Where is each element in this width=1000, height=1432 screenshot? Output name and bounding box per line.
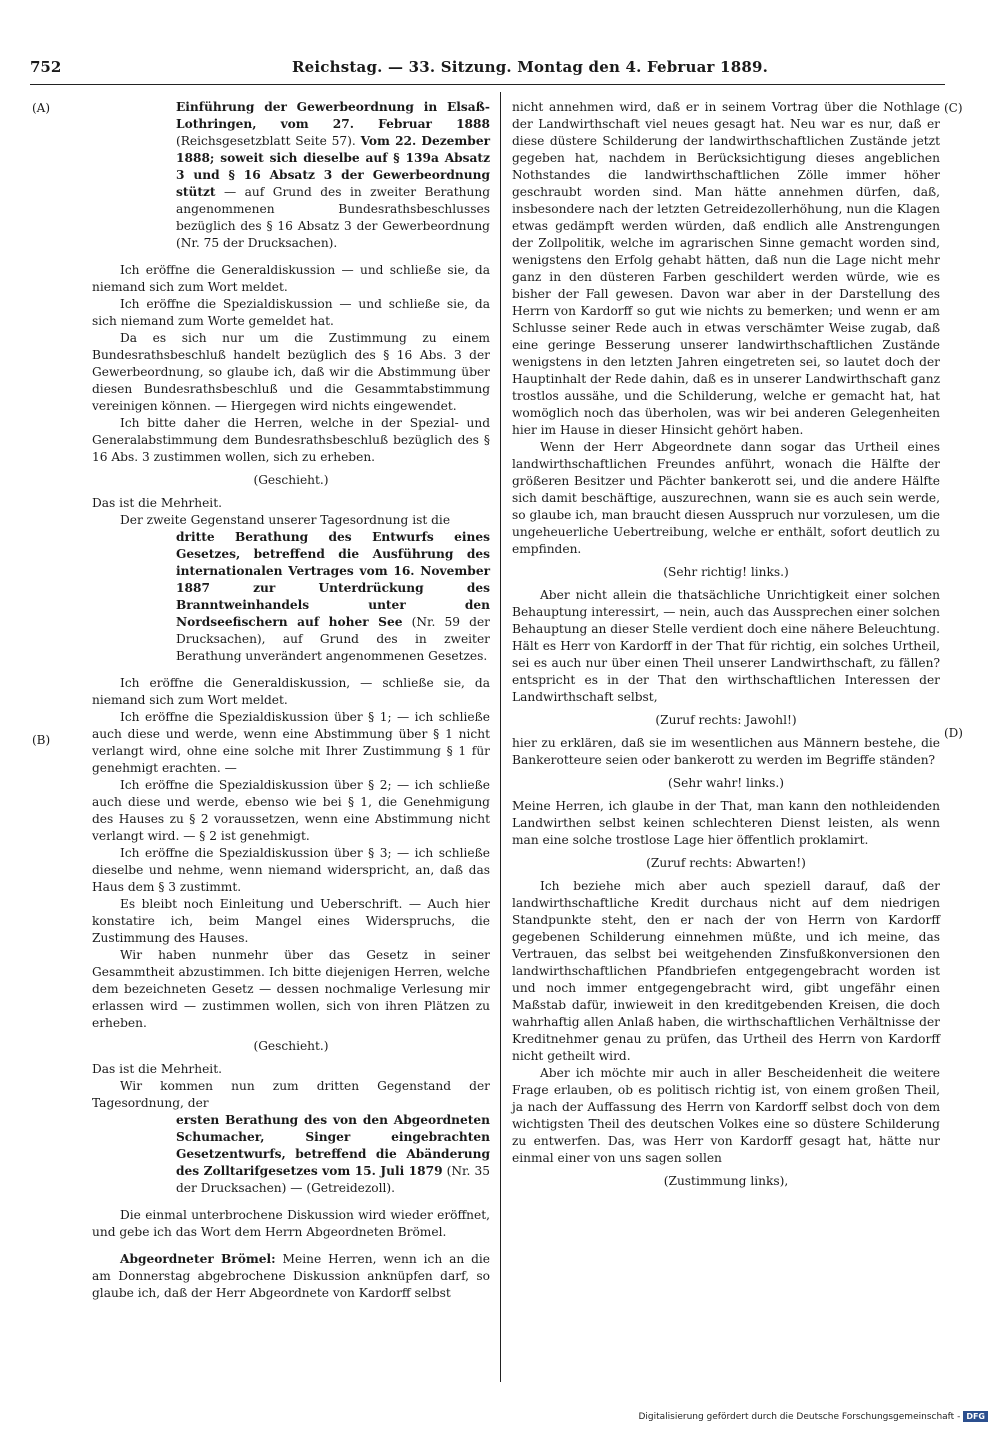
agenda-title-continued: Vom 22. Dezember 1888; soweit sich dieselbe auf § 139a Absatz 3 und § 16 Absatz 3 der Gewerbeordnung stützt xyxy=(176,134,490,199)
speech-text: Meine Herren, wenn ich an die am Donnerstag abgebrochene Diskussion anknüpfen darf, so glaube ich, daß der Herr Abgeordnete von Kardorff selbst xyxy=(92,1252,490,1300)
column-divider xyxy=(500,92,501,1382)
paragraph: Wir kommen nun zum dritten Gegenstand der Tagesordnung, der xyxy=(92,1079,490,1110)
margin-marker-c: (C) xyxy=(944,101,963,115)
agenda-heading xyxy=(92,529,490,665)
paragraph: Ich eröffne die Spezialdiskussion über § 3; — ich schließe dieselbe und nehme, wenn niemand widerspricht, an, daß das Haus dem § 3 zustimmt. xyxy=(92,846,490,894)
interjection: (Sehr richtig! links.) xyxy=(663,565,789,579)
interjection: (Zustimmung links), xyxy=(663,1174,789,1188)
page-header xyxy=(30,58,950,80)
paragraph: Ich bitte daher die Herren, welche in der Spezial- und Generalabstimmung dem Bundesrathsbeschluß bezüglich des § 16 Abs. 3 zustimmen wollen, sich zu erheben. xyxy=(92,416,490,464)
paragraph: Da es sich nur um die Zustimmung zu einem Bundesrathsbeschluß handelt bezüglich des § 16 Abs. 3 der Gewerbeordnung, so glaube ich, daß wir die Abstimmung über diesen Bundesrathsbeschluß und die Gesammtabstimmung vereinigen können. — Hiergegen wird nichts eingewendet. xyxy=(92,331,490,413)
interjection: (Geschieht.) xyxy=(253,473,329,487)
right-column xyxy=(512,99,940,1196)
paragraph: Aber ich möchte mir auch in aller Bescheidenheit die weitere Frage erlauben, ob es politisch richtig ist, von einem großen Theil, ja nach der Auffassung des Herrn von Kardorff selbst doch von dem wichtigsten Theil des deutschen Volkes eine so düstere Schilderung zu entwerfen. Das, was Herr von Kardorff gesagt hat, hätte nur einmal einer von uns sagen sollen xyxy=(512,1066,940,1165)
paragraph: Aber nicht allein die thatsächliche Unrichtigkeit einer solchen Behauptung interessirt, — nein, auch das Aussprechen einer solchen Behauptung an dieser Stelle verdient doch eine nähere Beleuchtung. Hält es Herr von Kardorff in der That für richtig, ein solches Urtheil, sei es auch nur über einen Theil unserer Landwirthschaft, zu fällen? entspricht es in der That den wirthschaftlichen Interessen der Landwirthschaft selbst, xyxy=(512,588,940,704)
agenda-heading xyxy=(92,99,490,252)
paragraph: Ich eröffne die Spezialdiskussion über § 1; — ich schließe auch diese und werde, wenn eine Abstimmung über § 1 nicht verlangt wird, ohne eine solche mit Ihrer Zustimmung § 1 für genehmigt erachten. — xyxy=(92,710,490,775)
agenda-heading xyxy=(92,1112,490,1197)
agenda-title: Einführung der Gewerbeordnung in Elsaß-Lothringen, vom 27. Februar 1888 xyxy=(176,100,490,131)
paragraph: Es bleibt noch Einleitung und Ueberschrift. — Auch hier konstatire ich, beim Mangel eines Widerspruchs, die Zustimmung des Hauses. xyxy=(92,897,490,945)
margin-marker-a: (A) xyxy=(32,101,51,115)
interjection: (Zuruf rechts: Jawohl!) xyxy=(655,713,797,727)
paragraph: nicht annehmen wird, daß er in seinem Vortrag über die Nothlage der Landwirthschaft viel neues gesagt hat. Neu war es nur, daß er diese düstere Schilderung der landwirthschaftlichen Zustände jetzt gegeben hat, nachdem in Berücksichtigung dieses angeblichen Nothstandes die landwirthschaftlichen Zölle immer höher geschraubt worden sind. Man hätte annehmen dürfen, daß, insbesondere nach der letzten Getreidezollerhöhung, nun die Klagen etwas gedämpft werden würden, daß endlich alle Anstrengungen der Zollpolitik, welche im agrarischen Sinne gemacht worden sind, wenigstens den Erfolg gehabt hätten, daß nun die Lage nicht mehr ganz in den düsteren Farben geschildert werden würde, wie es bisher der Fall gewesen. Davon war aber in der Darstellung des Herrn von Kardorff so gut wie nichts zu bemerken; und wenn er am Schlusse seiner Rede auch in etwas verschämter Weise zugab, daß eine geringe Besserung unserer landwirthschaftlichen Zustände wenigstens in den letzten Jahren eingetreten sei, so lautet doch der Hauptinhalt der Rede dahin, daß es in unserer Landwirthschaft ganz trostlos aussähe, und die Schilderung, welche er gemacht hat, hat womöglich noch das überholen, was wir bei anderen Gelegenheiten hier im Hause in dieser Hinsicht gehört haben. xyxy=(512,100,940,437)
paragraph: Die einmal unterbrochene Diskussion wird wieder eröffnet, und gebe ich das Wort dem Herrn Abgeordneten Brömel. xyxy=(92,1208,490,1239)
speaker-paragraph xyxy=(92,1251,490,1302)
paragraph: hier zu erklären, daß sie im wesentlichen aus Männern bestehe, die Bankerotteure seien oder bankerott zu werden im Begriffe ständen? xyxy=(512,736,940,767)
margin-marker-b: (B) xyxy=(32,733,51,747)
paragraph: Ich eröffne die Generaldiskussion, — schließe sie, da niemand sich zum Wort meldet. xyxy=(92,676,490,707)
paragraph: Ich eröffne die Spezialdiskussion über § 2; — ich schließe auch diese und werde, ebenso wie bei § 1, die Genehmigung des Hauses zu § 2 voraussetzen, wenn eine Abstimmung nicht verlangt wird. — § 2 ist genehmigt. xyxy=(92,778,490,843)
footer-credit: Digitalisierung gefördert durch die Deutsche Forschungsgemeinschaft - xyxy=(638,1411,961,1422)
header-rule xyxy=(30,84,945,85)
paragraph: Wenn der Herr Abgeordnete dann sogar das Urtheil eines landwirthschaftlichen Freundes anführt, wonach die Hälfte der größeren Besitzer und Pächter bankerott sei, und die andere Hälfte sich damit beschäftige, auszurechnen, wann sie es auch sein werde, so glaube ich, man braucht diesen Ausspruch nur vorzulesen, um die ungeheuerliche Uebertreibung, welche er enthält, sofort deutlich zu empfinden. xyxy=(512,440,940,556)
agenda-reference: (Reichsgesetzblatt Seite 57). xyxy=(176,134,361,148)
running-head: Reichstag. — 33. Sitzung. Montag den 4. Februar 1889. xyxy=(292,58,769,76)
paragraph: Wir haben nunmehr über das Gesetz in seiner Gesammtheit abzustimmen. Ich bitte diejenigen Herren, welche dem bezeichneten Gesetz — dessen nochmalige Verlesung mir erlassen wird — zustimmen wollen, sich von ihren Plätzen zu erheben. xyxy=(92,948,490,1030)
paragraph: Das ist die Mehrheit. xyxy=(92,1062,222,1076)
speaker-name: Abgeordneter Brömel: xyxy=(120,1252,276,1266)
paragraph: Meine Herren, ich glaube in der That, man kann den nothleidenden Landwirthen selbst keinen schlechteren Dienst leisten, als wenn man eine solche trostlose Lage hier öffentlich proklamirt. xyxy=(512,799,940,847)
agenda-title: dritte Berathung des Entwurfs eines Gesetzes, betreffend die Ausführung des internationalen Vertrages vom 16. November 1887 zur Unterdrückung des Branntweinhandels unter den Nordseefischern auf hoher See xyxy=(176,530,490,629)
agenda-reference-continued: — auf Grund des in zweiter Berathung angenommenen Bundesrathsbeschlusses bezüglich des § 16 Absatz 3 der Gewerbeordnung (Nr. 75 der Drucksachen). xyxy=(176,185,490,250)
paragraph: Der zweite Gegenstand unserer Tagesordnung ist die xyxy=(120,513,451,527)
interjection: (Geschieht.) xyxy=(253,1039,329,1053)
paragraph: Ich beziehe mich aber auch speziell darauf, daß der landwirthschaftliche Kredit durchaus nicht auf dem niedrigen Standpunkte steht, den er nach der von Herrn von Kardorff gegebenen Schilderung einnehmen müßte, und ich meine, das Vertrauen, das selbst bei weitgehenden Zinsfußkonversionen den landwirthschaftlichen Pfandbriefen entgegengebracht worden ist und noch immer entgegengebracht wird, gibt ungefähr einen Maßstab dafür, inwieweit in den kreditgebenden Kreisen, die doch wahrhaftig allen Anlaß haben, die wirthschaftlichen Verhältnisse der Kreditnehmer genau zu prüfen, das Urtheil des Herrn von Kardorff nicht getheilt wird. xyxy=(512,879,940,1063)
page-number: 752 xyxy=(30,58,62,76)
footer xyxy=(638,1411,988,1422)
margin-marker-d: (D) xyxy=(944,726,963,740)
interjection: (Zuruf rechts: Abwarten!) xyxy=(646,856,806,870)
paragraph: Ich eröffne die Generaldiskussion — und schließe sie, da niemand sich zum Wort meldet. xyxy=(92,263,490,294)
agenda-reference: (Nr. 59 der Drucksachen), auf Grund des in zweiter Berathung unverändert angenommenen Gesetzes. xyxy=(176,615,490,663)
agenda-reference: (Nr. 35 der Drucksachen) — (Getreidezoll). xyxy=(176,1164,490,1195)
paragraph: Das ist die Mehrheit. xyxy=(92,496,222,510)
paragraph: Ich eröffne die Spezialdiskussion — und schließe sie, da sich niemand zum Worte gemeldet hat. xyxy=(92,297,490,328)
interjection: (Sehr wahr! links.) xyxy=(668,776,784,790)
dfg-logo: DFG xyxy=(963,1411,988,1422)
agenda-title: ersten Berathung des von den Abgeordneten Schumacher, Singer eingebrachten Gesetzentwurfs, betreffend die Abänderung des Zolltarifgesetzes vom 15. Juli 1879 xyxy=(176,1113,490,1178)
left-column xyxy=(92,99,490,1302)
